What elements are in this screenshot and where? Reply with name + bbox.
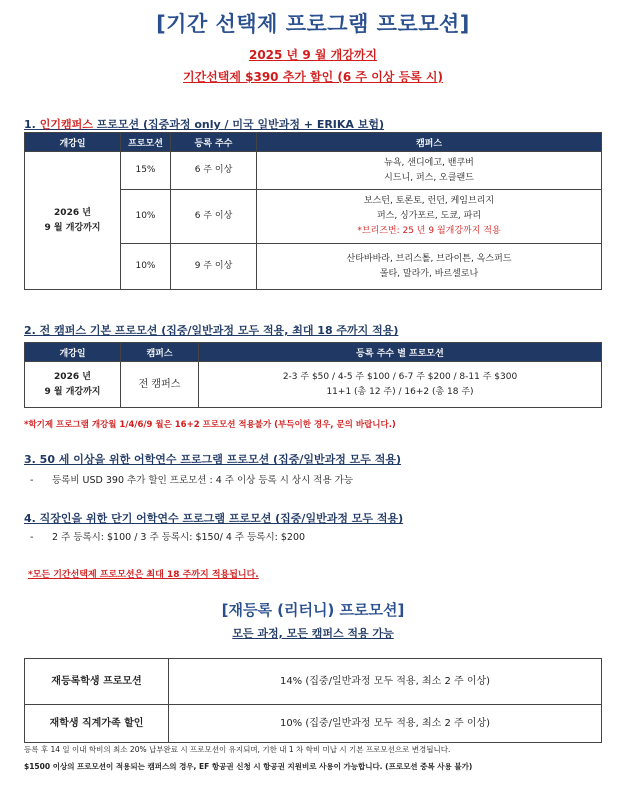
all-campus-table [24, 342, 602, 408]
header-promotion: 프로모션 [121, 133, 171, 152]
campus-cell: 전 캠퍼스 [121, 362, 199, 408]
campus-line: 퍼스, 싱가포르, 도쿄, 파리 [376, 211, 482, 221]
campus-line: 뉴욕, 샌디에고, 밴쿠버 [384, 157, 474, 168]
family-value: 10% (집중/일반과정 모두 적용, 최소 2 주 이상) [169, 705, 602, 743]
promo-line: 11+1 (총 12 주) / 16+2 (총 18 주) [326, 386, 474, 397]
campus-line: 몰타, 말라가, 바르셀로나 [379, 268, 479, 279]
table-row [25, 705, 602, 743]
start-date-cell [25, 362, 121, 408]
header-campus: 캠퍼스 [121, 343, 199, 362]
header-weeks: 등록 주수 [171, 133, 257, 152]
promo-cell: 10% [121, 190, 171, 244]
header-start-date: 개강일 [25, 343, 121, 362]
start-year: 2026 년 [54, 207, 91, 218]
family-label: 재학생 직계가족 할인 [25, 705, 169, 743]
campus-cell [257, 244, 602, 290]
table-row [25, 362, 602, 408]
section1-title-rest: 프로모션 (집중과정 only / 미국 일반과정 + ERIKA 보험) [92, 118, 385, 131]
promo-cell [199, 362, 602, 408]
promo-cell: 15% [121, 152, 171, 190]
returning-table [24, 658, 602, 743]
section3-bullet-text: 등록비 USD 390 추가 할인 프로모션 : 4 주 이상 등록 시 상시 적용 가능 [52, 475, 354, 486]
section4-bullet-text: 2 주 등록시: $100 / 3 주 등록시: $150/ 4 주 등록시: $200 [52, 532, 306, 543]
campus-line: 보스턴, 토론토, 런던, 케임브리지 [363, 196, 495, 206]
section4-bullet: - 2 주 등록시: $100 / 3 주 등록시: $150/ 4 주 등록시: $200 [30, 532, 306, 543]
footnote-payment: 등록 후 14 일 이내 학비의 최소 20% 납부완료 시 프로모션이 유지되며, 기한 내 1 차 학비 미납 시 기본 프로모션으로 변경됩니다. [24, 745, 451, 754]
start-date-cell [25, 152, 121, 290]
popular-campus-table [24, 132, 602, 290]
weeks-cell: 6 주 이상 [171, 152, 257, 190]
footnote-flight: $1500 이상의 프로모션이 적용되는 캠퍼스의 경우, EF 항공권 신청 시 항공권 지원비로 사용이 가능합니다. (프로모션 중복 사용 불가) [24, 762, 473, 771]
discount-subtitle: 기간선택제 $390 추가 할인 (6 주 이상 등록 시) [182, 70, 444, 84]
start-month: 9 월 개강까지 [44, 386, 101, 397]
section2-title: 2. 전 캠퍼스 기본 프로모션 (집중/일반과정 모두 적용, 최대 18 주까지 적용) [24, 324, 399, 337]
semester-note: *학기제 프로그램 개강월 1/4/6/9 월은 16+2 프로모션 적용불가 (부득이한 경우, 문의 바랍니다.) [24, 420, 396, 430]
header-weekly-promo: 등록 주수 별 프로모션 [199, 343, 602, 362]
section3-title: 3. 50 세 이상을 위한 어학연수 프로그램 프로모션 (집중/일반과정 모두 적용) [24, 453, 402, 466]
deadline-subtitle: 2025 년 9 월 개강까지 [248, 48, 377, 62]
promo-cell: 10% [121, 244, 171, 290]
returning-title: [재등록 (리터니) 프로모션] [221, 601, 405, 619]
start-year: 2026 년 [54, 371, 91, 382]
table-header-row [25, 133, 602, 152]
section4-title: 4. 직장인을 위한 단기 어학연수 프로그램 프로모션 (집중/일반과정 모두 적용) [24, 512, 404, 525]
page-title: [기간 선택제 프로그램 프로모션] [156, 12, 470, 36]
start-month: 9 월 개강까지 [44, 222, 101, 233]
campus-line: 산타바바라, 브리스톨, 브라이튼, 옥스퍼드 [346, 253, 512, 264]
returning-label: 재등록학생 프로모션 [25, 659, 169, 705]
section1-highlight: 인기캠퍼스 [39, 118, 93, 131]
weeks-cell: 9 주 이상 [171, 244, 257, 290]
brisbane-note: *브리즈번: 25 년 9 월개강까지 적용 [357, 226, 501, 236]
table-header-row [25, 343, 602, 362]
header-campus: 캠퍼스 [257, 133, 602, 152]
weeks-cell: 6 주 이상 [171, 190, 257, 244]
table-row [25, 659, 602, 705]
returning-value: 14% (집중/일반과정 모두 적용, 최소 2 주 이상) [169, 659, 602, 705]
section1-title [24, 116, 384, 132]
campus-cell [257, 190, 602, 244]
section3-bullet: - 등록비 USD 390 추가 할인 프로모션 : 4 주 이상 등록 시 상시 적용 가능 [30, 475, 354, 486]
max-weeks-notice: *모든 기간선택제 프로모션은 최대 18 주까지 적용됩니다. [28, 570, 259, 580]
campus-cell [257, 152, 602, 190]
campus-line: 시드니, 퍼스, 오클랜드 [384, 172, 474, 183]
table-row [25, 152, 602, 190]
promo-line: 2-3 주 $50 / 4-5 주 $100 / 6-7 주 $200 / 8-11 주 $300 [282, 371, 518, 382]
returning-subtitle: 모든 과정, 모든 캠퍼스 적용 가능 [232, 627, 394, 640]
header-start-date: 개강일 [25, 133, 121, 152]
section1-number: 1. [24, 118, 36, 131]
